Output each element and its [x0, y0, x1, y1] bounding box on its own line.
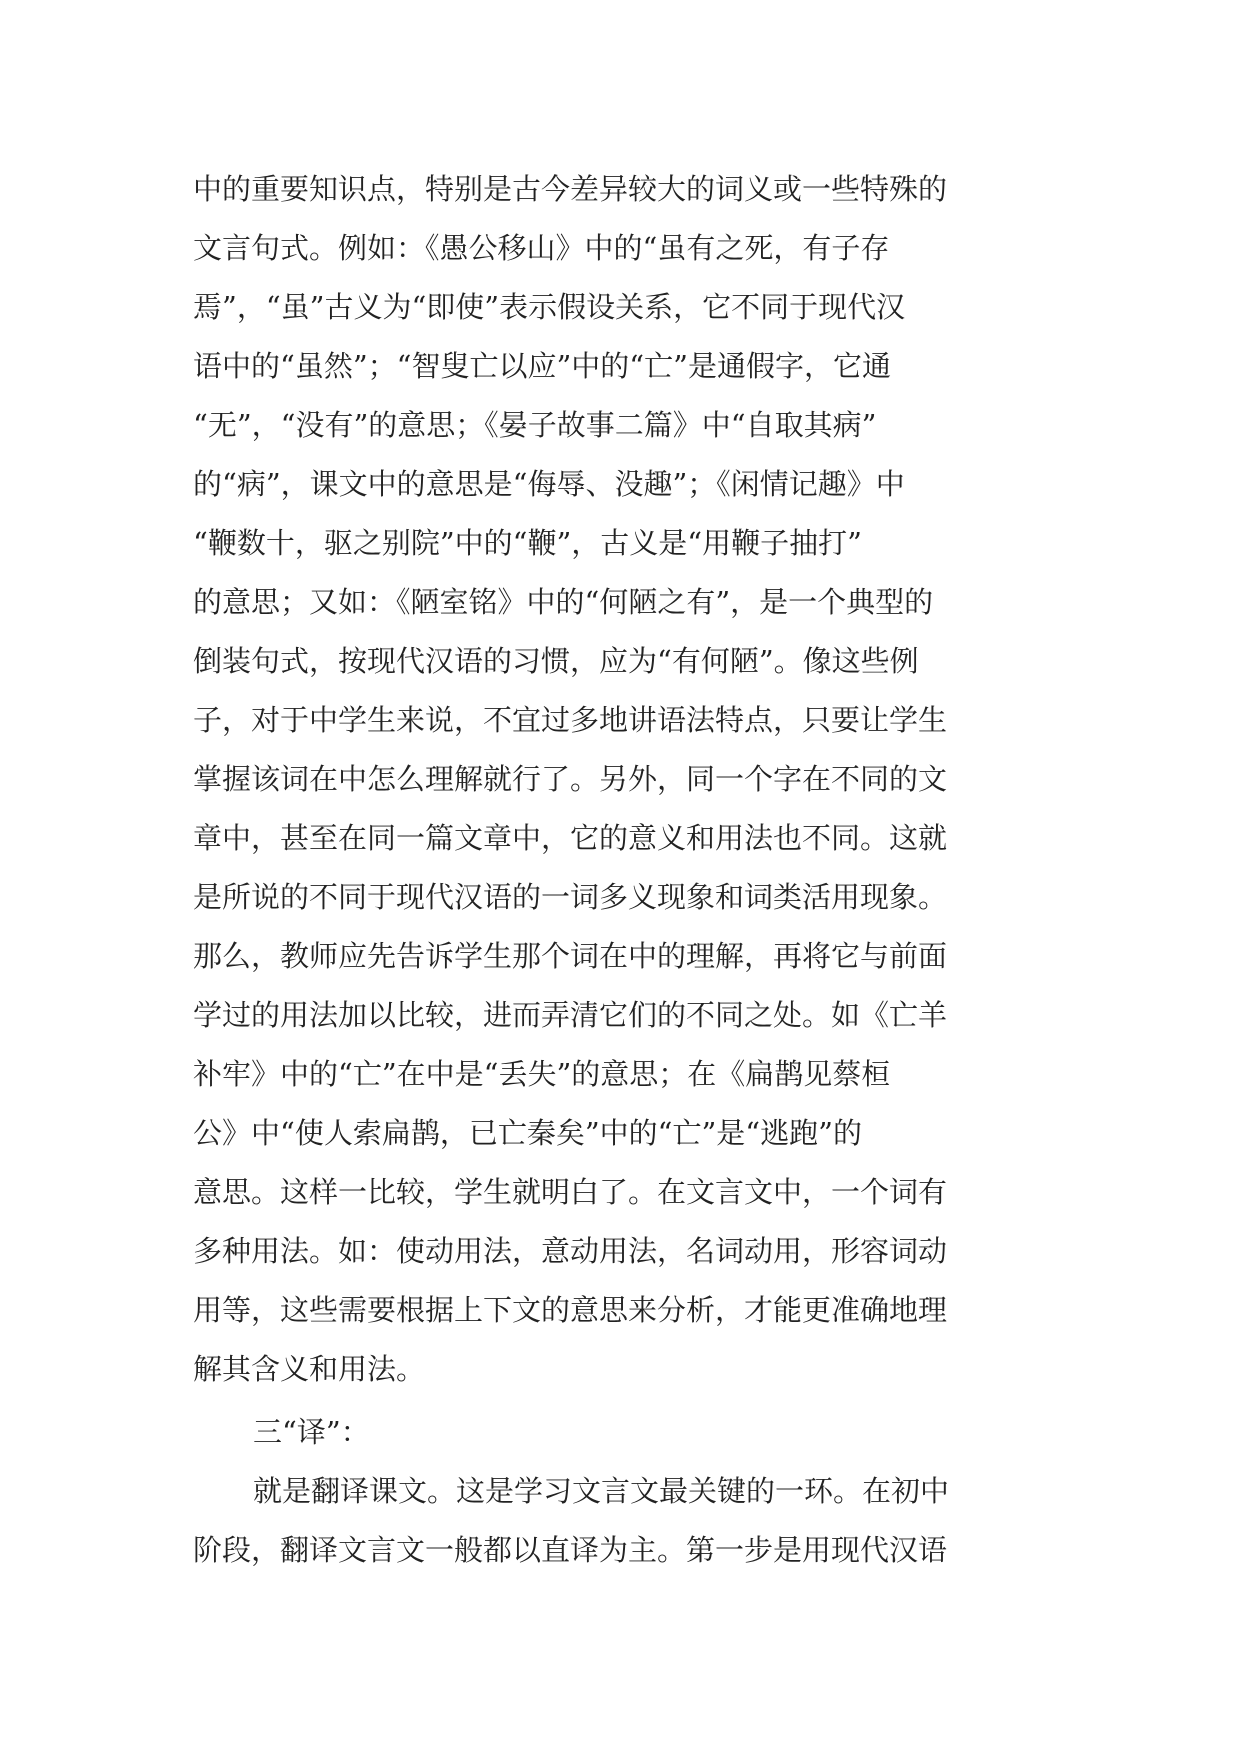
text-line: 掌握该词在中怎么理解就行了。另外，同一个字在不同的文 [193, 762, 948, 796]
text-line: 公》中“使人索扁鹊，已亡秦矣”中的“亡”是“逃跑”的 [193, 1116, 862, 1150]
text-line: 子，对于中学生来说，不宜过多地讲语法特点，只要让学生 [193, 703, 948, 737]
text-line: 倒装句式，按现代汉语的习惯，应为“有何陋”。像这些例 [193, 644, 919, 678]
text-line: 意思。这样一比较，学生就明白了。在文言文中，一个词有 [193, 1175, 948, 1209]
text-line: 那么，教师应先告诉学生那个词在中的理解，再将它与前面 [193, 939, 948, 973]
text-line: 中的重要知识点，特别是古今差异较大的词义或一些特殊的 [193, 172, 948, 206]
text-line: 的“病”，课文中的意思是“侮辱、没趣”；《闲情记趣》中 [193, 467, 905, 501]
text-line: 学过的用法加以比较，进而弄清它们的不同之处。如《亡羊 [193, 998, 948, 1032]
text-line: “鞭数十，驱之别院”中的“鞭”，古义是“用鞭子抽打” [193, 526, 862, 560]
text-line: 阶段，翻译文言文一般都以直译为主。第一步是用现代汉语 [193, 1533, 948, 1567]
text-line: 焉”，“虽”古义为“即使”表示假设关系，它不同于现代汉 [193, 290, 906, 324]
text-line: 的意思；又如：《陋室铭》中的“何陋之有”，是一个典型的 [193, 585, 934, 619]
text-line: 章中，甚至在同一篇文章中，它的意义和用法也不同。这就 [193, 821, 948, 855]
body-text [193, 160, 1063, 1580]
text-line: 补牢》中的“亡”在中是“丢失”的意思；在《扁鹊见蔡桓 [193, 1057, 891, 1091]
text-line: 是所说的不同于现代汉语的一词多义现象和词类活用现象。 [193, 880, 948, 914]
text-line: 语中的“虽然”；“智叟亡以应”中的“亡”是通假字，它通 [193, 349, 891, 383]
text-line: 用等，这些需要根据上下文的意思来分析，才能更准确地理 [193, 1293, 948, 1327]
text-line: 解其含义和用法。 [193, 1352, 426, 1386]
text-line: “无”，“没有”的意思；《晏子故事二篇》中“自取其病” [193, 408, 877, 442]
text-line: 文言句式。例如：《愚公移山》中的“虽有之死，有子存 [193, 231, 890, 265]
text-line: 多种用法。如：使动用法，意动用法，名词动用，形容词动 [193, 1234, 948, 1268]
text-line: 就是翻译课文。这是学习文言文最关键的一环。在初中 [253, 1474, 950, 1508]
section-heading: 三“译”： [253, 1415, 370, 1449]
